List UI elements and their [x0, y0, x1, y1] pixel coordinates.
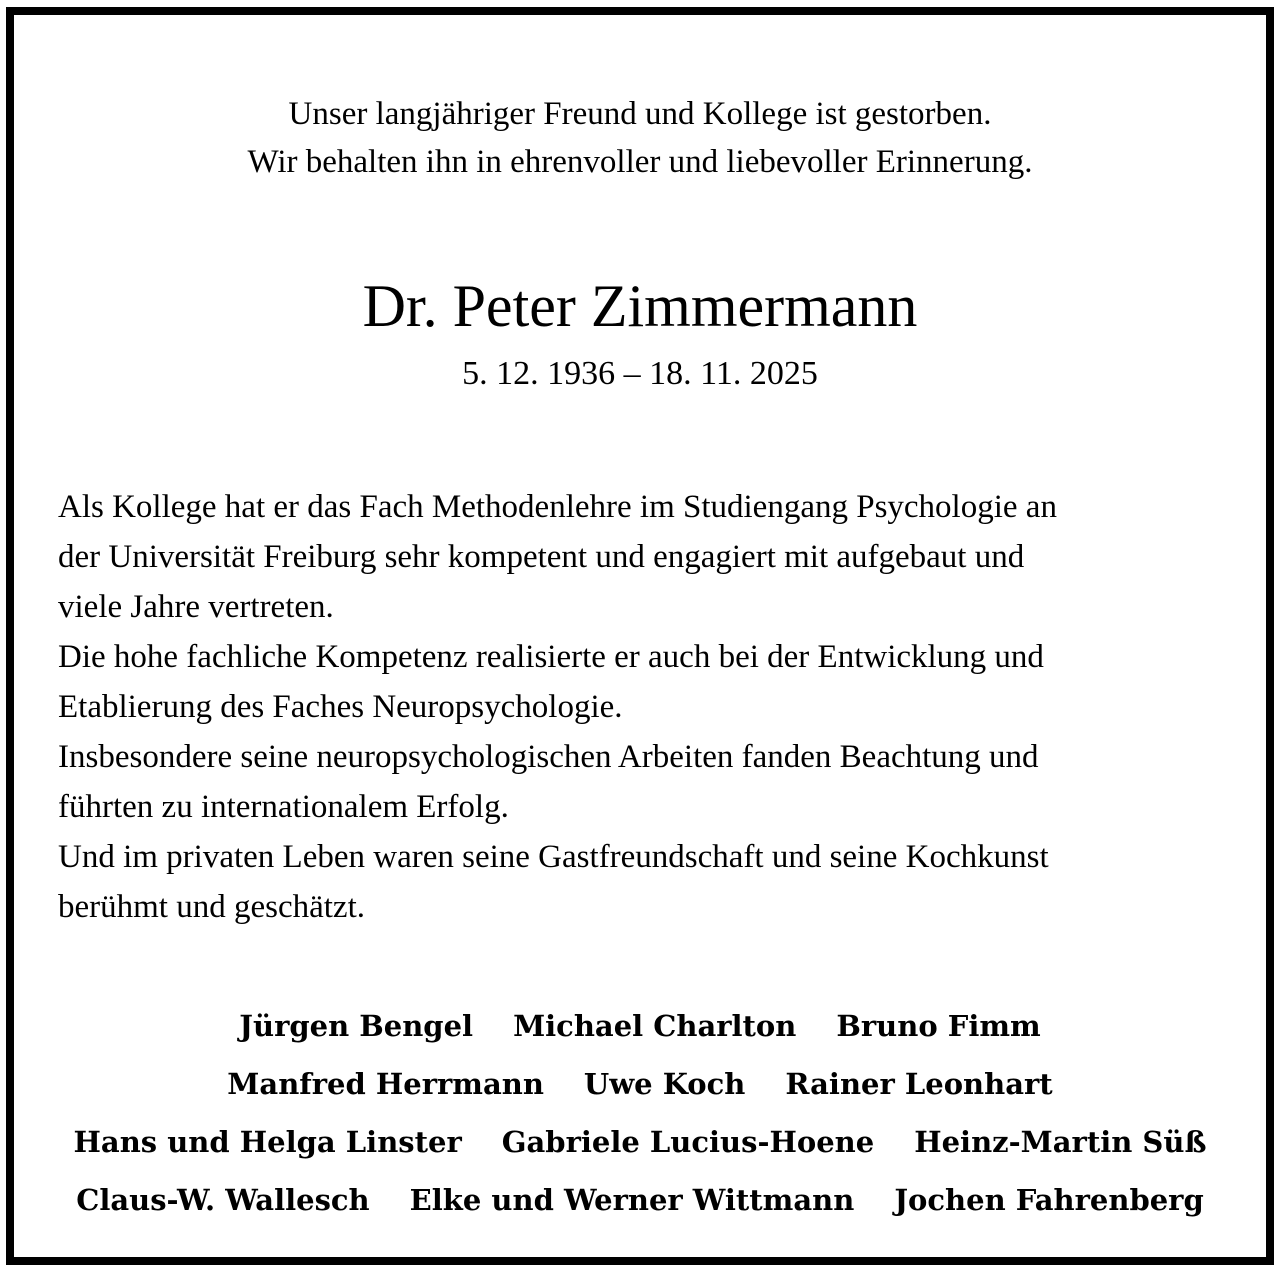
tribute-line: Und im privaten Leben waren seine Gastfreundschaft und seine Kochkunst [58, 839, 1049, 875]
signer-name: Gabriele Lucius-Hoene [501, 1125, 875, 1159]
intro-line: Wir behalten ihn in ehrenvoller und liebevoller Erinnerung. [247, 144, 1033, 180]
tribute-line: Etablierung des Faches Neuropsychologie. [58, 689, 623, 725]
intro-text [14, 90, 1266, 186]
signer-row [14, 997, 1266, 1055]
signer-name: Uwe Koch [583, 1067, 746, 1101]
signer-name: Jochen Fahrenberg [894, 1183, 1204, 1217]
signer-name: Bruno Fimm [836, 1009, 1041, 1043]
signer-name: Heinz-Martin Süß [914, 1125, 1207, 1159]
signer-name: Elke und Werner Wittmann [409, 1183, 855, 1217]
signer-row [14, 1113, 1266, 1171]
obituary-frame [6, 7, 1274, 1265]
tribute-line: berühmt und geschätzt. [58, 889, 365, 925]
tribute-line: führten zu internationalem Erfolg. [58, 789, 509, 825]
signer-name: Manfred Herrmann [227, 1067, 544, 1101]
intro-line: Unser langjähriger Freund und Kollege ist gestorben. [288, 96, 992, 132]
deceased-name: Dr. Peter Zimmermann [362, 273, 918, 339]
signers-list [14, 997, 1266, 1229]
signer-name: Hans und Helga Linster [73, 1125, 462, 1159]
tribute-line: Die hohe fachliche Kompetenz realisierte er auch bei der Entwicklung und [58, 639, 1044, 675]
tribute-line: viele Jahre vertreten. [58, 589, 334, 625]
life-dates: 5. 12. 1936 – 18. 11. 2025 [462, 355, 818, 392]
tribute-text [58, 482, 1244, 932]
signer-name: Michael Charlton [513, 1009, 797, 1043]
signer-row [14, 1055, 1266, 1113]
signer-row [14, 1171, 1266, 1229]
tribute-line: Insbesondere seine neuropsychologischen Arbeiten fanden Beachtung und [58, 739, 1039, 775]
tribute-line: Als Kollege hat er das Fach Methodenlehre im Studiengang Psychologie an [58, 489, 1057, 525]
signer-name: Rainer Leonhart [785, 1067, 1053, 1101]
tribute-line: der Universität Freiburg sehr kompetent und engagiert mit aufgebaut und [58, 539, 1025, 575]
signer-name: Claus-W. Wallesch [76, 1183, 370, 1217]
signer-name: Jürgen Bengel [239, 1009, 474, 1043]
